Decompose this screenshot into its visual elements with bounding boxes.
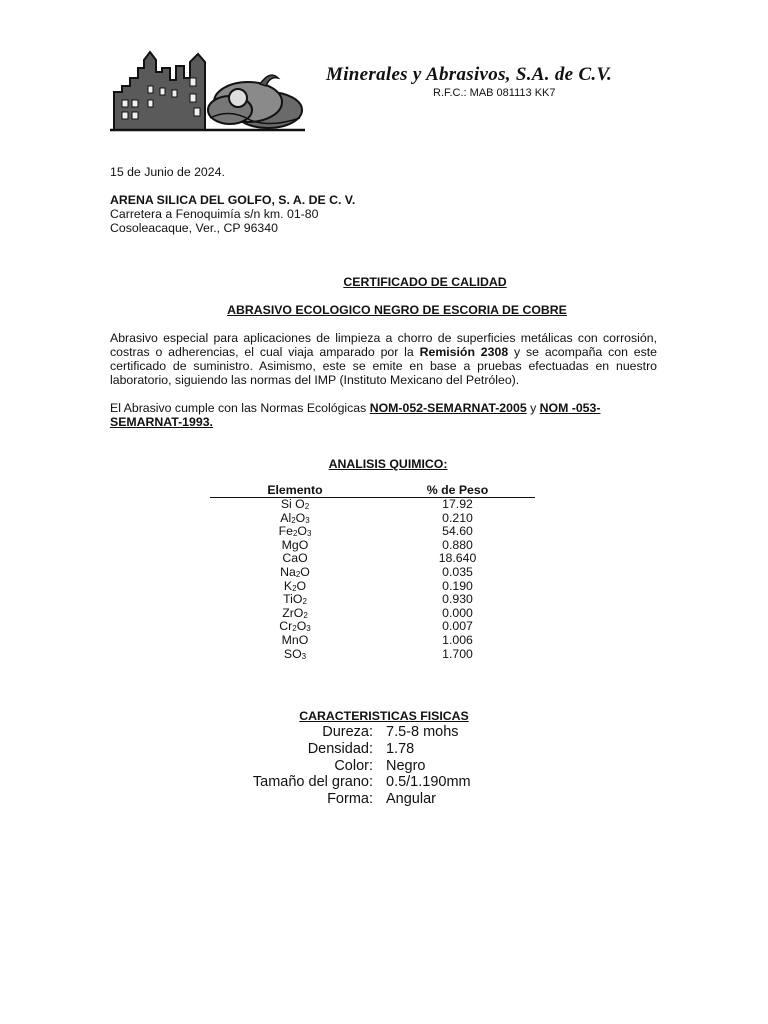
formula-subscript: 2	[292, 624, 297, 634]
formula-subscript: 3	[301, 651, 307, 661]
characteristic-row	[200, 774, 471, 791]
element-formula	[210, 552, 380, 566]
certificate-title: CERTIFICADO DE CALIDAD	[343, 275, 507, 289]
table-row	[210, 634, 535, 648]
element-formula	[210, 620, 380, 634]
formula-part: O	[300, 564, 310, 579]
addressee-address-line1: Carretera a Fenoquimía s/n km. 01-80	[110, 207, 319, 221]
weight-percent: 0.210	[442, 510, 473, 525]
weight-percent: 0.880	[442, 537, 473, 552]
weight-percent: 0.190	[442, 578, 473, 593]
formula-subscript: 2	[292, 583, 297, 593]
addressee-name: ARENA SILICA DEL GOLFO, S. A. DE C. V.	[110, 193, 356, 207]
table-row	[210, 648, 535, 662]
characteristic-label: Tamaño del grano:	[252, 774, 373, 791]
table-row	[210, 552, 535, 566]
norms-paragraph	[110, 401, 657, 429]
company-name: Minerales y Abrasivos, S.A. de C.V.	[326, 64, 613, 85]
formula-part: Fe	[278, 524, 293, 539]
table-header-row	[210, 483, 535, 498]
formula-subscript: 2	[295, 569, 301, 579]
formula-part: MgO	[281, 537, 309, 552]
table-row	[210, 620, 535, 634]
intro-text-after: y se acompaña con este certificado de suministro. Asimismo, este se emite en base a pruebas efectuadas en nuestro laboratorio, siguiendo las normas del IMP (Instituto Mexicano del Petróleo).	[110, 345, 657, 387]
weight-percent: 0.007	[442, 619, 473, 634]
formula-part: O	[295, 510, 306, 525]
weight-percent: 0.035	[442, 564, 473, 579]
characteristic-value: 0.5/1.190mm	[386, 774, 471, 791]
element-formula	[210, 648, 380, 662]
characteristic-row	[200, 724, 471, 741]
table-row	[210, 525, 535, 539]
characteristic-label: Forma:	[327, 791, 373, 808]
element-formula	[210, 525, 380, 539]
weight-percent: 1.006	[442, 632, 473, 647]
formula-part: K	[283, 578, 293, 593]
formula-subscript: 2	[304, 502, 310, 511]
characteristic-row	[200, 758, 471, 775]
table-body	[210, 498, 535, 662]
characteristic-label: Color:	[334, 757, 373, 774]
characteristic-label: Dureza:	[322, 724, 373, 740]
column-header-element: Elemento	[210, 483, 380, 498]
formula-part: ZrO	[282, 605, 304, 620]
remision-number: Remisión 2308	[419, 345, 509, 359]
element-formula	[210, 580, 380, 594]
characteristic-value: 7.5-8 mohs	[386, 724, 459, 740]
company-rfc: R.F.C.: MAB 081113 KK7	[433, 87, 556, 99]
formula-part: SO	[283, 646, 302, 661]
element-formula	[210, 539, 380, 553]
formula-part: Al	[280, 510, 292, 525]
weight-percent: 1.700	[442, 646, 473, 661]
physical-characteristics-title: CARACTERISTICAS FISICAS	[299, 709, 469, 723]
table-row	[210, 539, 535, 553]
formula-subscript: 2	[303, 610, 308, 620]
weight-percent: 0.000	[442, 605, 473, 620]
element-formula	[210, 634, 380, 648]
table-row	[210, 498, 535, 512]
addressee-address-line2: Cosoleacaque, Ver., CP 96340	[110, 221, 278, 235]
column-header-percent: % de Peso	[380, 483, 535, 498]
formula-part: CaO	[282, 551, 308, 566]
weight-percent: 18.640	[438, 551, 477, 566]
characteristic-value: Angular	[386, 791, 436, 808]
chemical-analysis-table	[210, 483, 535, 661]
characteristic-row	[200, 791, 471, 808]
characteristic-row	[200, 741, 471, 758]
physical-characteristics-list	[200, 724, 471, 808]
formula-part: O	[297, 524, 307, 539]
norms-text-middle: y	[526, 401, 540, 415]
characteristic-value: Negro	[386, 757, 426, 774]
formula-subscript: 2	[302, 597, 307, 607]
intro-paragraph	[110, 331, 657, 387]
element-formula	[210, 607, 380, 621]
norm-052: NOM-052-SEMARNAT-2005	[369, 401, 527, 415]
formula-subscript: 2	[291, 515, 296, 525]
formula-subscript: 3	[305, 515, 310, 525]
characteristic-value: 1.78	[386, 740, 415, 757]
table-row	[210, 580, 535, 594]
product-title: ABRASIVO ECOLOGICO NEGRO DE ESCORIA DE COBRE	[227, 303, 567, 317]
factory-and-sacks-logo	[110, 48, 305, 138]
element-formula	[210, 593, 380, 607]
table-row	[210, 607, 535, 621]
formula-part: O	[296, 619, 307, 634]
weight-percent: 54.60	[442, 524, 473, 539]
analysis-title: ANALISIS QUIMICO:	[328, 457, 448, 471]
addressee-block	[110, 193, 355, 235]
norm-053: NOM -053-SEMARNAT-1993.	[110, 401, 601, 429]
element-formula	[210, 498, 380, 512]
weight-percent: 17.92	[442, 497, 473, 511]
formula-part: Si O	[280, 497, 305, 511]
formula-subscript: 3	[306, 624, 311, 634]
table-row	[210, 512, 535, 526]
norms-text-before: El Abrasivo cumple con las Normas Ecológicas	[110, 401, 370, 415]
formula-part: TiO	[283, 592, 303, 607]
characteristic-label: Densidad:	[307, 740, 373, 757]
table-row	[210, 566, 535, 580]
formula-part: Na	[280, 564, 296, 579]
formula-part: Cr	[279, 619, 293, 634]
formula-subscript: 3	[306, 529, 312, 539]
document-date: 15 de Junio de 2024.	[110, 165, 225, 179]
formula-part: O	[296, 578, 307, 593]
intro-text-before: Abrasivo especial para aplicaciones de limpieza a chorro de superficies metálicas con corrosión, costras o adherencias, el cual viaja amparado por la	[110, 331, 657, 359]
formula-subscript: 2	[292, 529, 298, 539]
formula-part: MnO	[281, 632, 309, 647]
element-formula	[210, 512, 380, 526]
weight-percent: 0.930	[442, 592, 473, 607]
table-row	[210, 593, 535, 607]
element-formula	[210, 566, 380, 580]
